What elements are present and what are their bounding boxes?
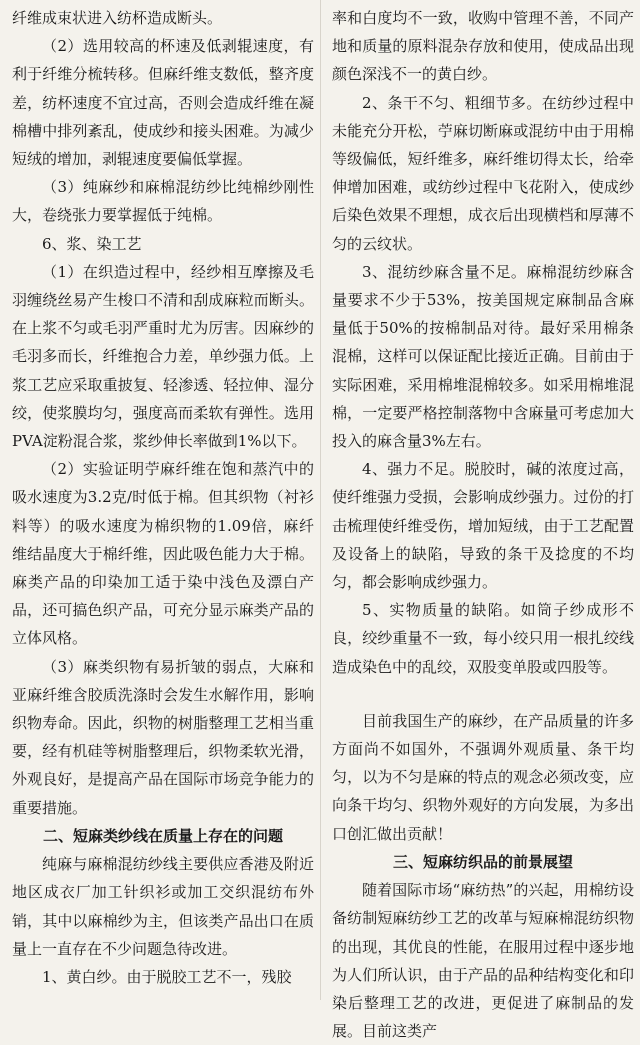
section-heading: 二、短麻类纱线在质量上存在的问题 bbox=[42, 826, 283, 845]
paragraph: 率和白度均不一致，收购中管理不善，不同产地和质量的原料混杂存放和使用，使成品出现颜色深浅不一的黄白纱。 bbox=[332, 9, 634, 84]
paragraph: 目前我国生产的麻纱，在产品质量的许多方面尚不如国外，不强调外观质量、条干均匀，以为不匀是麻的特点的观念必须改变，应向条干均匀、织物外观好的方向发展，为多出口创汇做出贡献！ bbox=[332, 711, 634, 843]
paragraph: 纯麻与麻棉混纺纱线主要供应香港及附近地区成衣厂加工针织衫或加工交织混纺布外销，其中以麻棉纱为主，但该类产品出口在质量上一直存在不少问题急待改进。 bbox=[12, 855, 314, 958]
paragraph: （3）纯麻纱和麻棉混纺纱比纯棉纱刚性大，卷绕张力要掌握低于纯棉。 bbox=[12, 178, 314, 225]
paragraph: （2）实验证明苧麻纤维在饱和蒸汽中的吸水速度为3.2克/时低于棉。但其织物（衬衫料等）的吸水速度为棉织物的1.09倍，麻纤维结晶度大于棉纤维，因此吸色能力大于棉。麻类产品的印染加工适于染中浅色及漂白产品，还可搞色织产品，可充分显示麻类产品的立体风格。 bbox=[12, 460, 314, 648]
left-column bbox=[12, 4, 314, 991]
paragraph: （2）选用较高的杯速及低剥辊速度，有利于纤维分梳转移。但麻纤维支数低，整齐度差，纺杯速度不宜过高，否则会造成纤维在凝棉槽中排列紊乱，使成纱和接头困难。为减少短绒的增加，剥辊速度要偏低掌握。 bbox=[12, 37, 314, 169]
paragraph: 5、实物质量的缺陷。如筒子纱成形不良，绞纱重量不一致，每小绞只用一根扎绞线造成染色中的乱绞，双股变单股或四股等。 bbox=[332, 601, 634, 676]
paragraph: 3、混纺纱麻含量不足。麻棉混纺纱麻含量要求不少于53%，按美国规定麻制品含麻量低于50%的按棉制品对待。最好采用棉条混棉，这样可以保证配比接近正确。目前由于实际困难，采用棉堆混棉较多。如采用棉堆混棉，一定要严格控制落物中含麻量可考虑加大投入的麻含量3%左右。 bbox=[332, 262, 634, 451]
paragraph: 4、强力不足。脱胶时，碱的浓度过高，使纤维强力受损，会影响成纱强力。过份的打击梳理使纤维受伤，增加短绒，由于工艺配置及设备上的缺陷，导致的条干及捻度的不均匀，都会影响成纱强力。 bbox=[332, 460, 634, 592]
paragraph: 随着国际市场“麻纺热”的兴起，用棉纺设备纺制短麻纺纱工艺的改革与短麻棉混纺织物的出现，其优良的性能，在服用过程中逐步地为人们所认识，由于产品的品种结构变化和印染后整理工艺的改进，更促进了麻制品的发展。目前这类产 bbox=[332, 881, 634, 1041]
paragraph: 纤维成束状进入纺杯造成断头。 bbox=[12, 9, 223, 27]
right-column bbox=[332, 4, 634, 1045]
paragraph: 1、黄白纱。由于脱胶工艺不一，残胶 bbox=[42, 967, 292, 986]
column-divider bbox=[320, 0, 321, 1000]
subsection-heading: 6、浆、染工艺 bbox=[42, 234, 142, 253]
paragraph: （3）麻类织物有易折皱的弱点，大麻和亚麻纤维含胶质洗涤时会发生水解作用，影响织物寿命。因此，织物的树脂整理工艺相当重要，经有机硅等树脂整理后，织物柔软光滑，外观良好，是提高产品在国际市场竞争能力的重要措施。 bbox=[12, 657, 314, 817]
paragraph: 2、条干不匀、粗细节多。在纺纱过程中未能充分开松，苧麻切断麻或混纺中由于用棉等级偏低，短纤维多，麻纤维切得太长，给牵伸增加困难，或纺纱过程中飞花附入，使成纱后染色效果不理想，成衣后出现横档和厚薄不匀的云纹状。 bbox=[332, 93, 634, 253]
paragraph: （1）在织造过程中，经纱相互摩擦及毛羽缠绕丝易产生梭口不清和刮成麻粒而断头。在上浆不匀或毛羽严重时尤为厉害。因麻纱的毛羽多而长，纤维抱合力差，单纱强力低。上浆工艺应采取重披复、轻渗透、轻拉伸、湿分绞，使浆膜均匀，强度高而柔软有弹性。选用PVA淀粉混合浆，浆纱伸长率做到1%以下。 bbox=[12, 262, 314, 451]
section-heading: 三、短麻纺织品的前景展望 bbox=[392, 852, 573, 871]
